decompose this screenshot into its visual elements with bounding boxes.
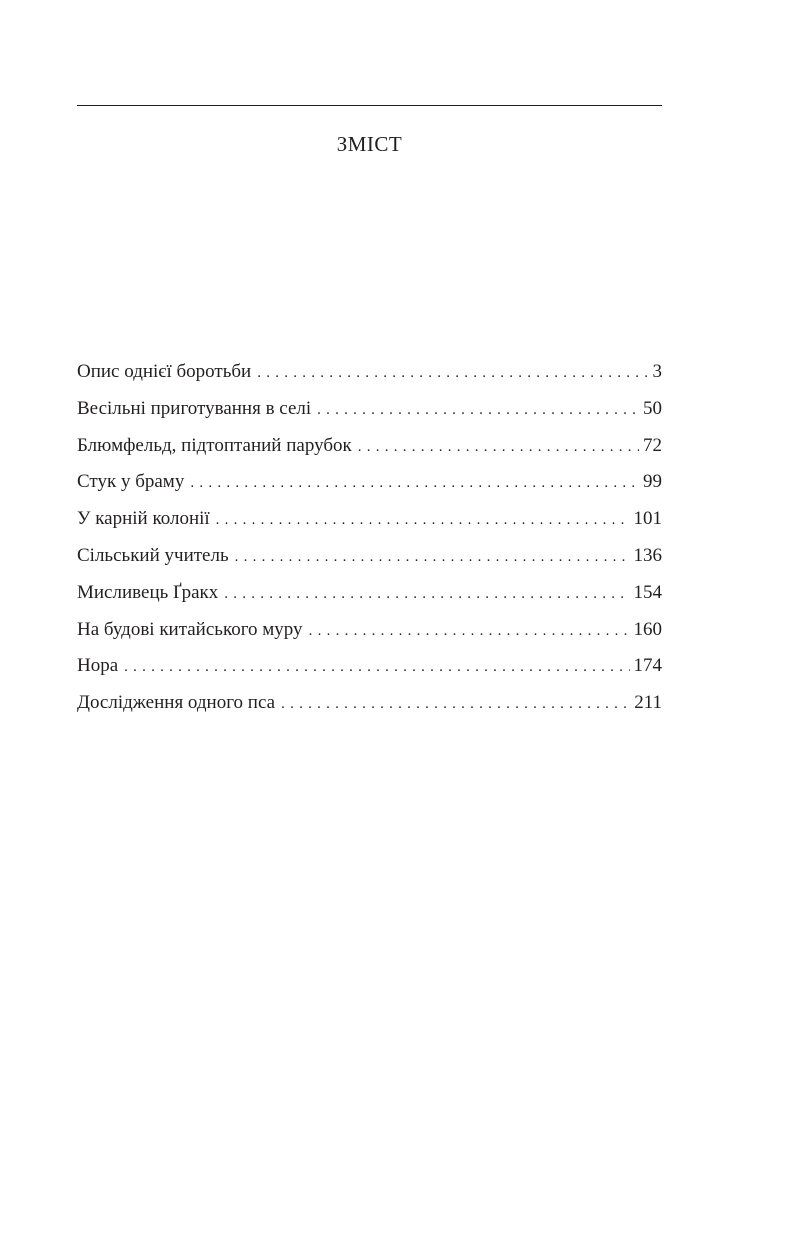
toc-entry-title: Сільський учитель xyxy=(77,544,229,566)
toc-entry-title: У карній колонії xyxy=(77,508,210,530)
toc-entry-title: Блюмфельд, підтоптаний парубок xyxy=(77,434,352,456)
toc-entry xyxy=(77,578,662,615)
toc-entry xyxy=(77,688,662,725)
toc-entry-page: 154 xyxy=(633,581,662,603)
dot-leader xyxy=(190,468,639,498)
toc-entry-page: 160 xyxy=(633,618,662,640)
dot-leader xyxy=(224,579,629,609)
toc-entry xyxy=(77,615,662,652)
dot-leader xyxy=(358,432,639,462)
toc-entry-title: На будові китайського муру xyxy=(77,618,303,640)
dot-leader xyxy=(257,358,648,388)
toc-entry xyxy=(77,541,662,578)
dot-leader xyxy=(216,505,630,535)
toc-entry xyxy=(77,394,662,431)
dot-leader xyxy=(235,542,630,572)
table-of-contents xyxy=(77,357,662,725)
toc-entry-title: Дослідження одного пса xyxy=(77,692,276,714)
page-title: ЗМІСТ xyxy=(336,132,403,156)
toc-entry xyxy=(77,467,662,504)
dot-leader xyxy=(309,616,630,646)
toc-entry-title: Весільні приготування в селі xyxy=(77,397,312,419)
toc-entry-title: Нора xyxy=(77,655,119,677)
toc-entry-page: 136 xyxy=(633,544,662,566)
top-rule xyxy=(77,105,662,106)
toc-entry xyxy=(77,651,662,688)
toc-entry-title: Опис однієї боротьби xyxy=(77,361,252,382)
toc-entry-page: 174 xyxy=(633,655,662,677)
toc-entry-page: 72 xyxy=(643,434,662,456)
toc-entry-page: 211 xyxy=(634,692,662,714)
toc-entry-page: 99 xyxy=(643,471,662,493)
toc-entry-title: Мисливець Ґракх xyxy=(77,581,219,603)
toc-entry-page: 3 xyxy=(652,361,662,382)
toc-entry xyxy=(77,504,662,541)
toc-entry-page: 101 xyxy=(633,508,662,530)
toc-entry xyxy=(77,431,662,468)
toc-entry xyxy=(77,357,662,394)
dot-leader xyxy=(317,395,639,425)
toc-entry-page: 50 xyxy=(643,397,662,419)
toc-entry-title: Стук у браму xyxy=(77,471,185,493)
dot-leader xyxy=(281,689,630,719)
dot-leader xyxy=(124,652,629,682)
